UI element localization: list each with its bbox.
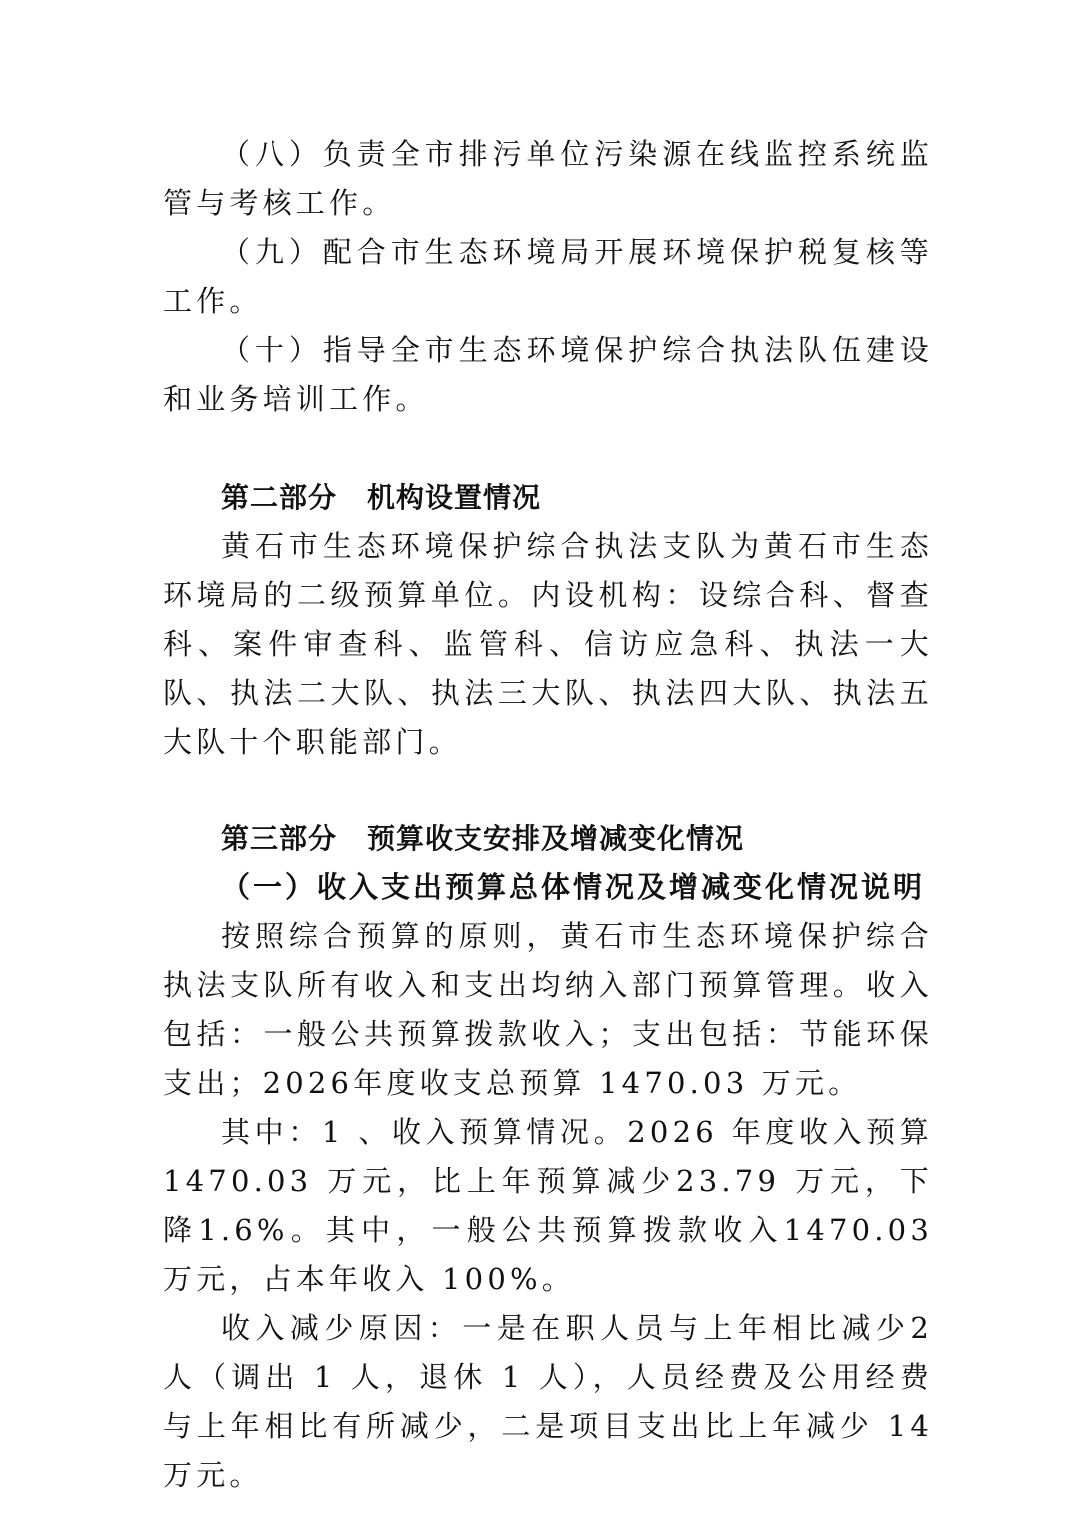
section-3-subheading: （一）收入支出预算总体情况及增减变化情况说明 bbox=[221, 870, 926, 904]
paragraph-duty-10: （十）指导全市生态环境保护综合执法队伍建设和业务培训工作。 bbox=[163, 333, 933, 416]
section-3-title: 预算收支安排及增减变化情况 bbox=[367, 822, 745, 855]
section-3-paragraph-income: 其中：1 、收入预算情况。2026 年度收入预算 1470.03 万元，比上年预算减少23.79 万元，下降1.6%。其中，一般公共预算拨款收入1470.03 万元，占本年收入 100%。 bbox=[163, 1115, 933, 1296]
section-3-paragraph-budget: 按照综合预算的原则，黄石市生态环境保护综合执法支队所有收入和支出均纳入部门预算管理。收入包括：一般公共预算拨款收入；支出包括：节能环保支出；2026年度收支总预算 1470.03 万元。 bbox=[163, 919, 933, 1100]
document-body bbox=[163, 130, 933, 1500]
section-3-paragraph-reason: 收入减少原因：一是在职人员与上年相比减少2 人（调出 1 人，退休 1 人），人员经费及公用经费与上年相比有所减少，二是项目支出比上年减少 14 万元。 bbox=[163, 1311, 933, 1492]
section-3-heading bbox=[163, 814, 933, 863]
section-2-title: 机构设置情况 bbox=[367, 481, 542, 514]
section-2-number: 第二部分 bbox=[221, 481, 338, 514]
section-2-heading bbox=[163, 473, 933, 522]
paragraph-duty-9: （九）配合市生态环境局开展环境保护税复核等工作。 bbox=[163, 235, 933, 318]
section-spacer bbox=[163, 767, 933, 814]
section-2-body: 黄石市生态环境保护综合执法支队为黄石市生态环境局的二级预算单位。内设机构：设综合科、督查科、案件审查科、监管科、信访应急科、执法一大队、执法二大队、执法三大队、执法四大队、执法五大队十个职能部门。 bbox=[163, 529, 933, 759]
section-3-number: 第三部分 bbox=[221, 822, 338, 855]
paragraph-duty-8: （八）负责全市排污单位污染源在线监控系统监管与考核工作。 bbox=[163, 137, 933, 220]
section-spacer bbox=[163, 424, 933, 473]
